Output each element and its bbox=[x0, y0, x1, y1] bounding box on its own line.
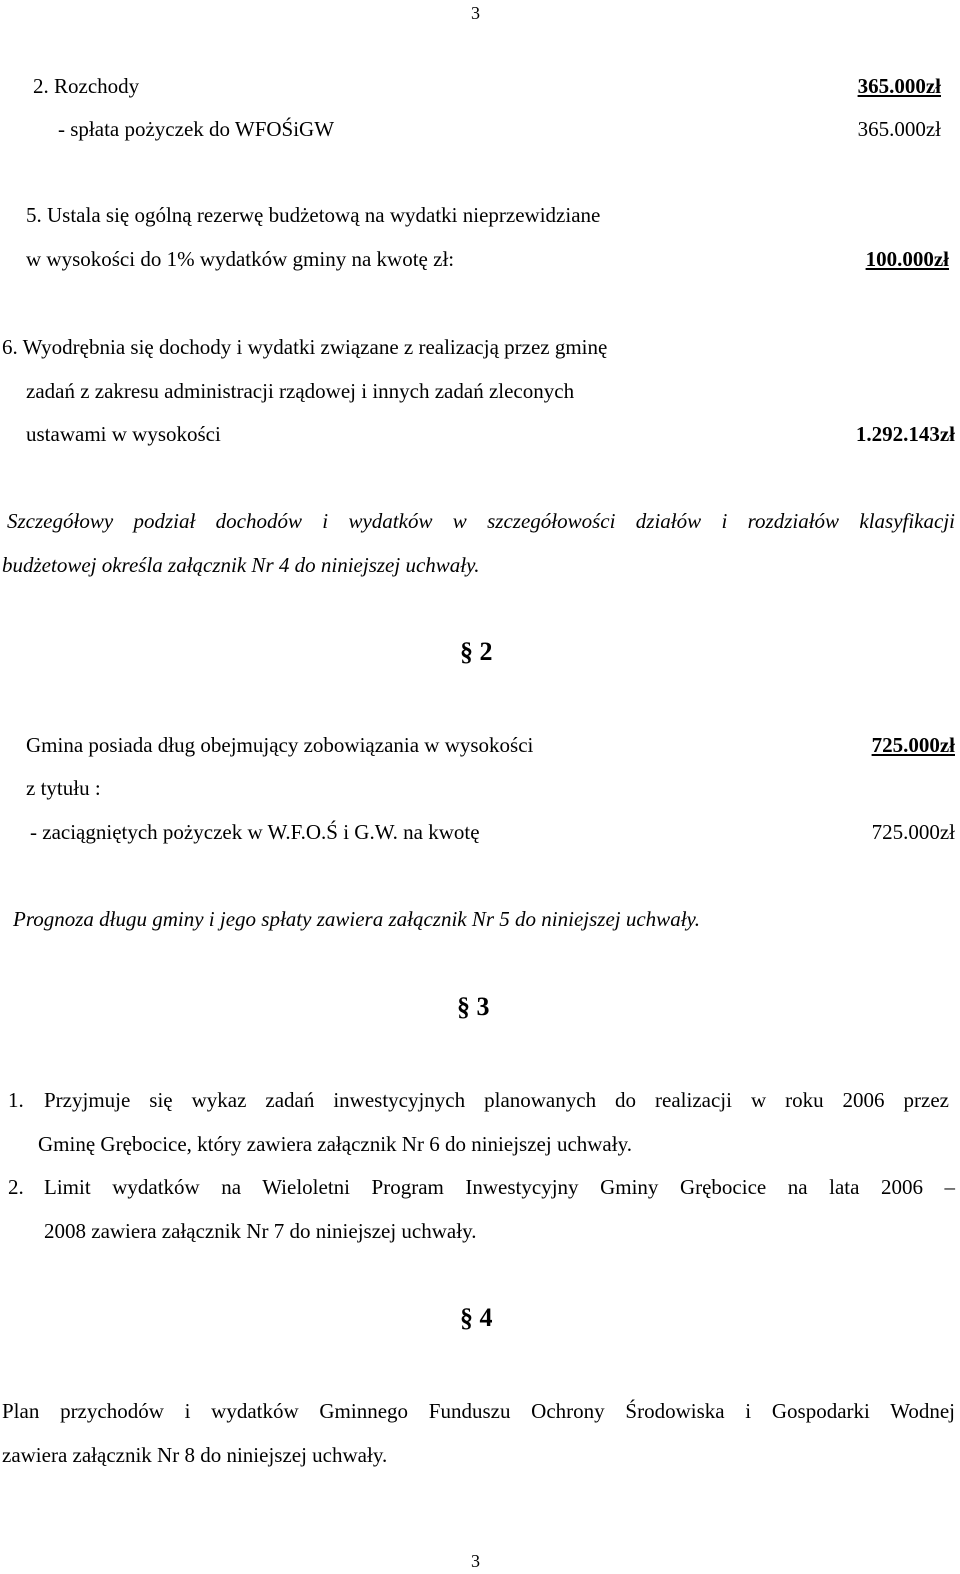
detail-note-line2: budżetowej określa załącznik Nr 4 do niniejszej uchwały. bbox=[2, 553, 480, 577]
section3-item1-line1: Przyjmuje się wykaz zadań inwestycyjnych planowanych do realizacji w roku 2006 przez bbox=[44, 1088, 949, 1112]
section-symbol: § bbox=[457, 992, 470, 1021]
point5-line1: 5. Ustala się ogólną rezerwę budżetową na wydatki nieprzewidziane bbox=[26, 203, 601, 227]
section3-item2-line2: 2008 zawiera załącznik Nr 7 do niniejszej uchwały. bbox=[44, 1219, 477, 1243]
footer-page-number: 3 bbox=[471, 1551, 480, 1571]
expenses-item-label: - spłata pożyczek do WFOŚiGW bbox=[58, 117, 335, 141]
point5-line2: w wysokości do 1% wydatków gminy na kwotę zł: bbox=[26, 247, 455, 271]
detail-note-line1: Szczegółowy podział dochodów i wydatków w szczegółowości działów i rozdziałów klasyfikacji bbox=[7, 509, 955, 533]
expenses-label: 2. Rozchody bbox=[33, 74, 140, 98]
expenses-item-amount: 365.000zł bbox=[857, 117, 941, 141]
section-number: 3 bbox=[476, 992, 490, 1021]
section4-line1: Plan przychodów i wydatków Gminnego Funduszu Ochrony Środowiska i Gospodarki Wodnej bbox=[2, 1399, 955, 1423]
section4-line2: zawiera załącznik Nr 8 do niniejszej uchwały. bbox=[2, 1443, 388, 1467]
forecast-note: Prognoza długu gminy i jego spłaty zawiera załącznik Nr 5 do niniejszej uchwały. bbox=[13, 907, 700, 931]
section-symbol: § bbox=[460, 637, 473, 666]
loan-amount: 725.000zł bbox=[871, 820, 955, 844]
section-4-heading bbox=[460, 1302, 493, 1334]
point6-line1: 6. Wyodrębnia się dochody i wydatki związane z realizacją przez gminę bbox=[2, 335, 608, 359]
point6-amount: 1.292.143zł bbox=[855, 422, 955, 446]
point5-amount: 100.000zł bbox=[865, 247, 949, 271]
debt-amount: 725.000zł bbox=[871, 733, 955, 757]
section-number: 2 bbox=[479, 637, 493, 666]
section3-item1-line2: Gminę Grębocice, który zawiera załącznik Nr 6 do niniejszej uchwały. bbox=[38, 1132, 632, 1156]
point6-line3: ustawami w wysokości bbox=[26, 422, 221, 446]
section-symbol: § bbox=[460, 1303, 473, 1332]
loan-line: - zaciągniętych pożyczek w W.F.O.Ś i G.W. na kwotę bbox=[30, 820, 480, 844]
debt-title-line: z tytułu : bbox=[26, 776, 101, 800]
section3-item2-number: 2. bbox=[8, 1175, 24, 1199]
section3-item2-line1: Limit wydatków na Wieloletni Program Inwestycyjny Gminy Grębocice na lata 2006 – bbox=[44, 1175, 955, 1199]
section3-item1-number: 1. bbox=[8, 1088, 24, 1112]
expenses-amount: 365.000zł bbox=[857, 74, 941, 98]
section-3-heading bbox=[457, 991, 490, 1023]
debt-line: Gmina posiada dług obejmujący zobowiązania w wysokości bbox=[26, 733, 534, 757]
point6-line2: zadań z zakresu administracji rządowej i innych zadań zleconych bbox=[26, 379, 575, 403]
header-page-number: 3 bbox=[471, 3, 480, 23]
section-2-heading bbox=[460, 636, 493, 668]
section-number: 4 bbox=[479, 1303, 493, 1332]
